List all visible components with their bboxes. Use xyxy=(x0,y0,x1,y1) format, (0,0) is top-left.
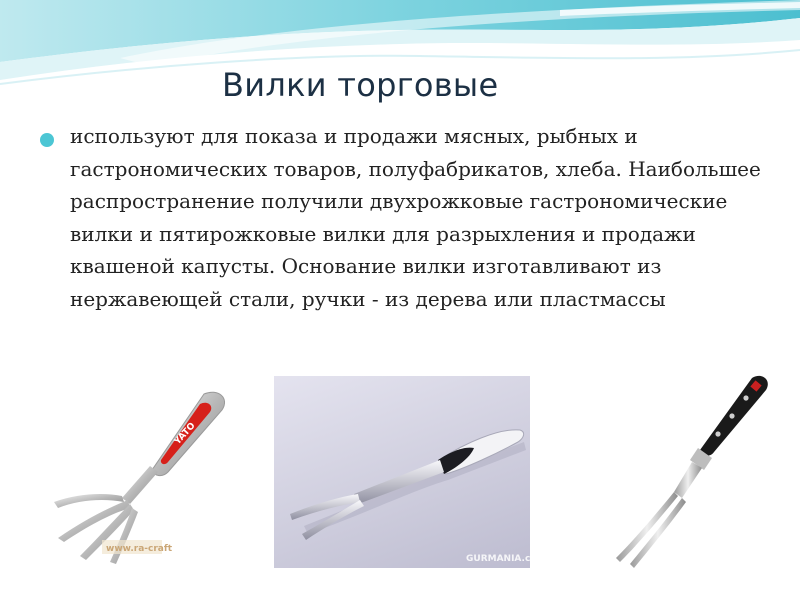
three-prong-fork-image xyxy=(18,380,236,568)
photo-watermark: GURMANIA.com xyxy=(466,554,546,564)
bullet-icon xyxy=(40,133,54,147)
photo-two-prong-fork xyxy=(274,376,546,568)
photo-carving-fork xyxy=(586,368,782,570)
photo-three-prong-fork xyxy=(18,380,236,568)
photo-watermark: www.ra-craft xyxy=(106,544,173,554)
brand-label: YATO xyxy=(172,421,198,447)
slide-title: Вилки торговые xyxy=(222,66,499,104)
carving-fork-image xyxy=(586,368,782,570)
slide-body-text: используют для показа и продажи мясных, рыбных и гастрономических товаров, полуфабрикатов, хлеба. Наибольшее распространение получили двухрожковые гастрономические вилки и пятирожковые вилки для разрыхления и продажи квашеной капусты. Основание вилки изготавливают из нержавеющей стали, ручки - из дерева или пластмассы xyxy=(70,124,761,311)
two-prong-fork-image xyxy=(274,376,530,568)
